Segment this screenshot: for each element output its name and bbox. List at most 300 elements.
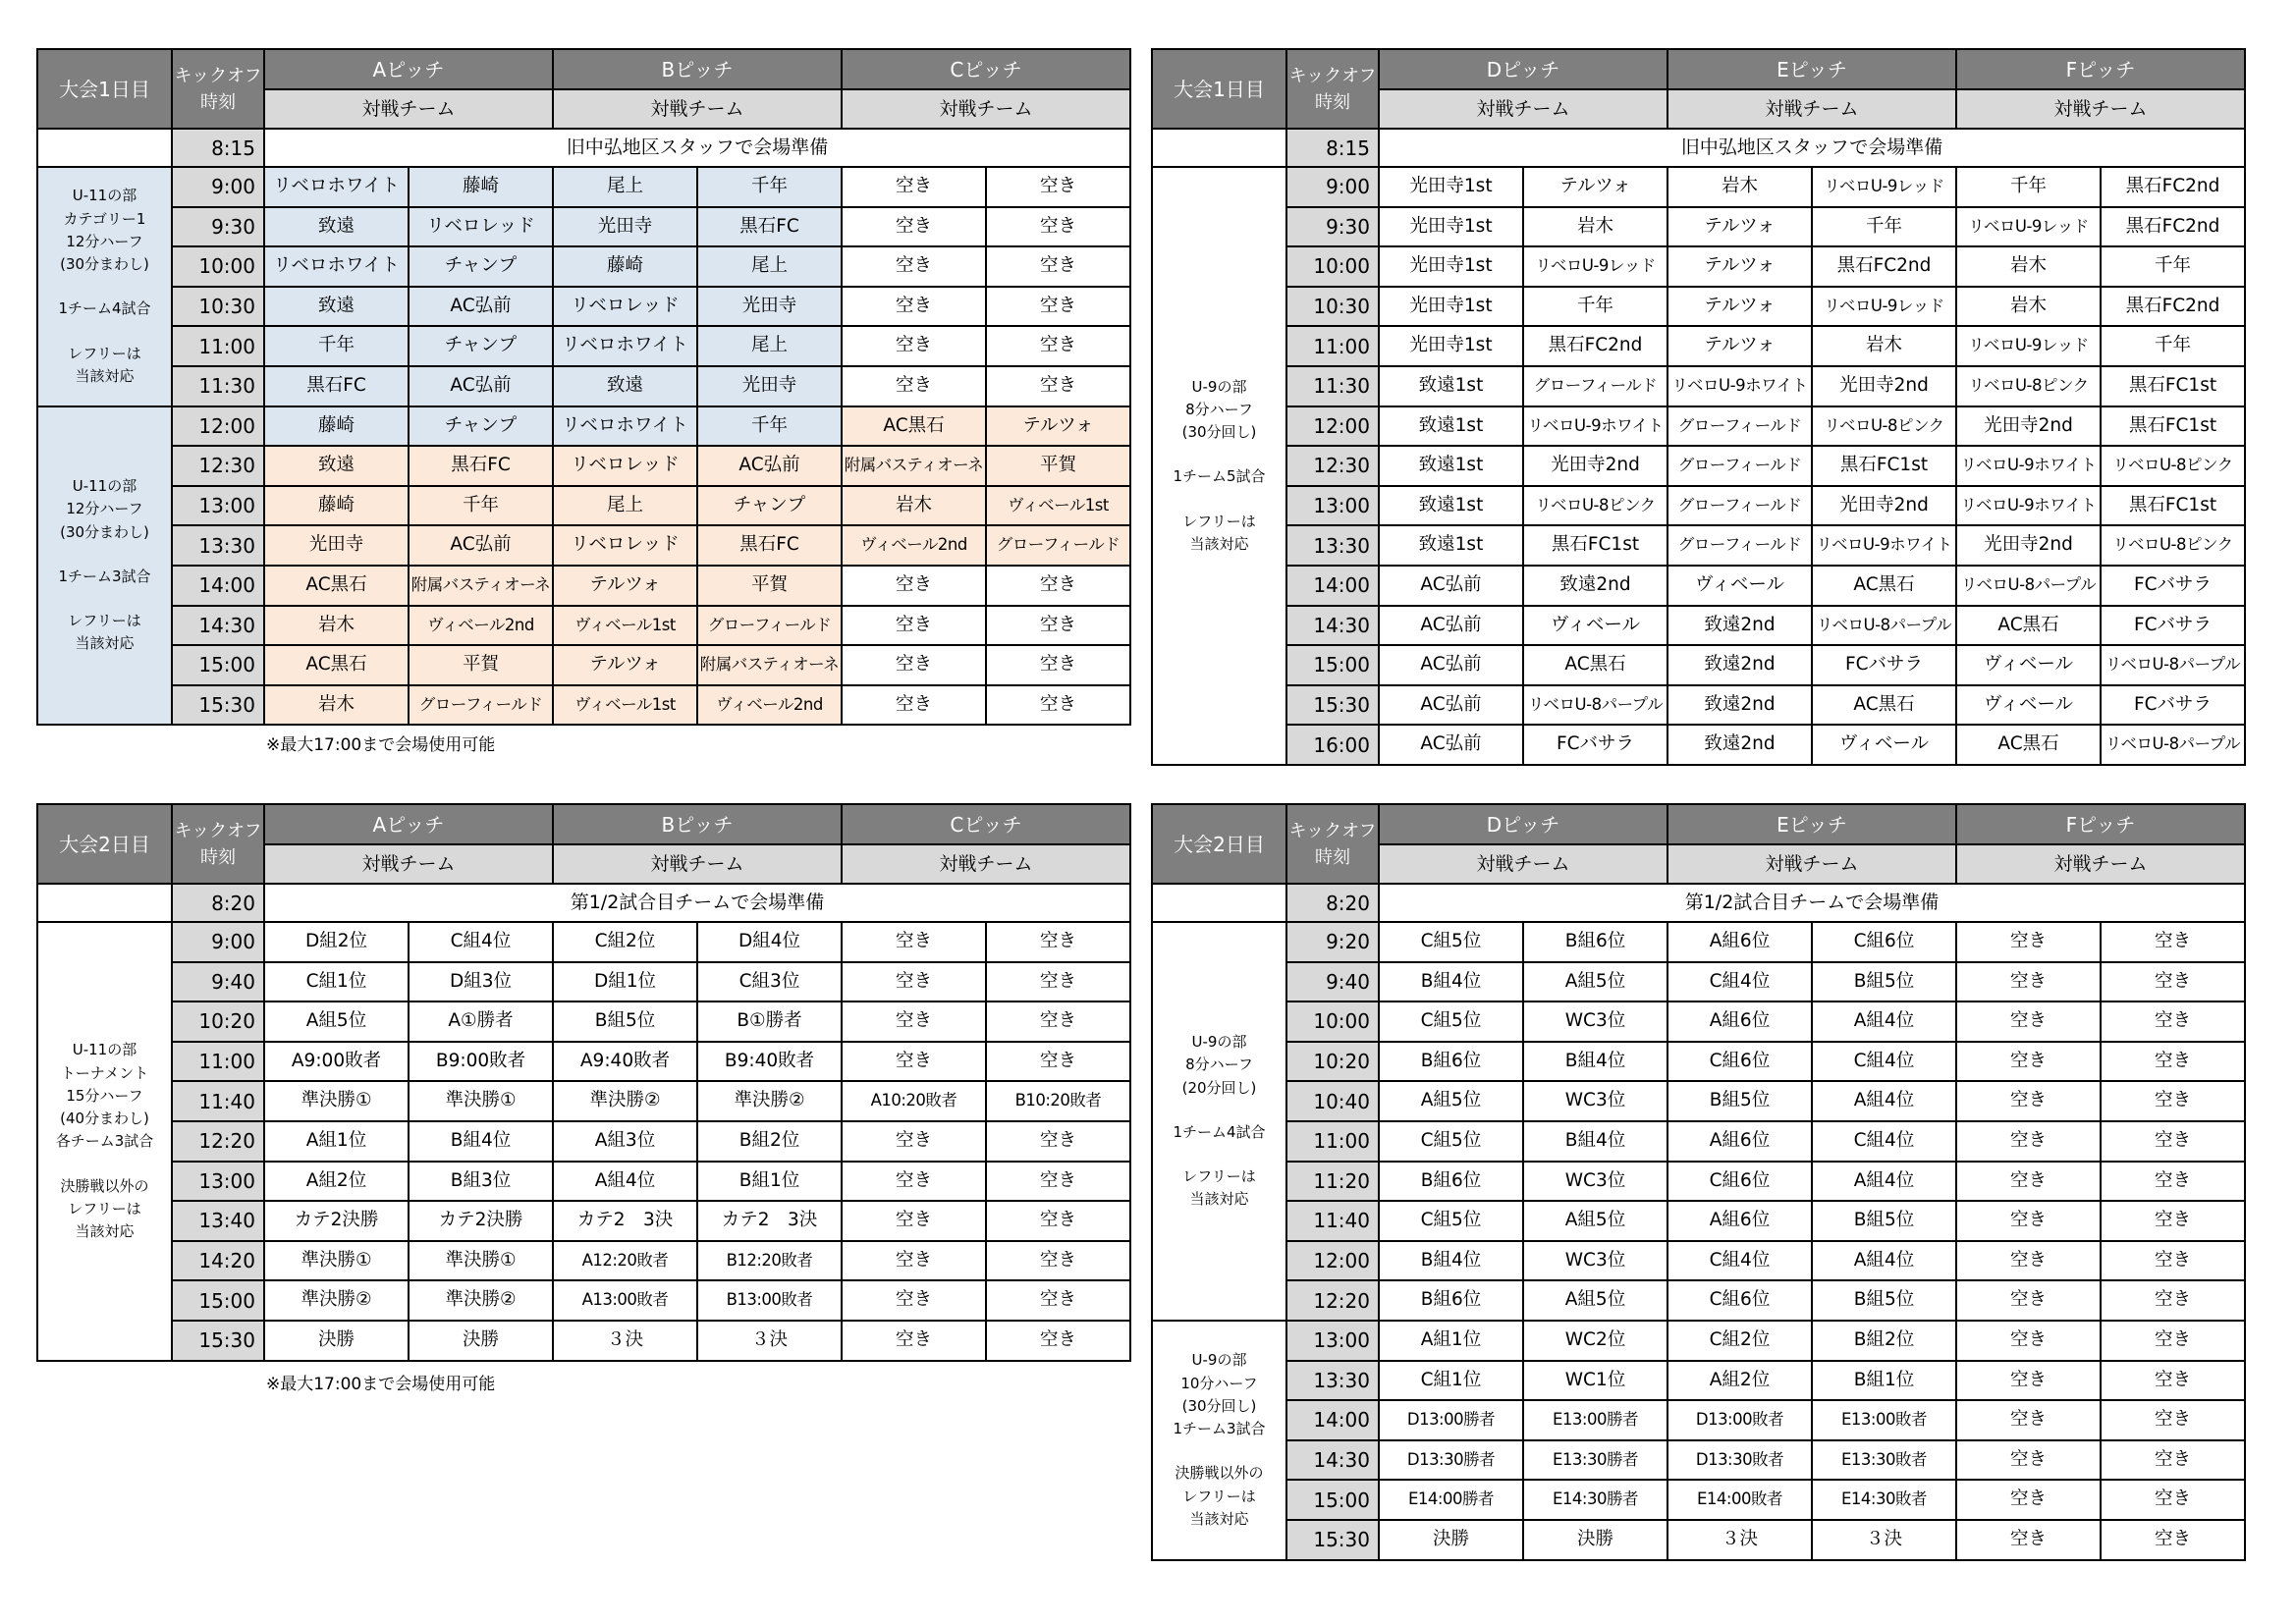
kickoff-time: 16:00 (1286, 725, 1379, 765)
match-team-cell: C組6位 (1667, 1042, 1812, 1082)
match-team-cell: 空き (986, 287, 1130, 327)
match-team-cell: リベロU-8ピンク (2101, 525, 2245, 566)
match-team-cell: A組2位 (1667, 1361, 1812, 1401)
match-team-cell: 空き (986, 1201, 1130, 1241)
match-team-cell: D組4位 (697, 922, 842, 962)
match-team-cell: 空き (986, 326, 1130, 366)
kickoff-time: 13:00 (1286, 486, 1379, 526)
category-line: トーナメント (60, 1063, 149, 1082)
kickoff-time: 12:00 (172, 406, 264, 447)
match-team-cell: 黒石FC1st (1523, 525, 1667, 566)
match-team-cell: C組4位 (409, 922, 553, 962)
match-team-cell: リベロU-8ピンク (2101, 446, 2245, 486)
category-info (37, 167, 172, 406)
match-team-cell: 致遠2nd (1667, 685, 1812, 726)
match-team-cell: 光田寺1st (1379, 287, 1523, 327)
category-line: 10分ハーフ (1180, 1374, 1258, 1392)
match-team-cell: C組5位 (1379, 922, 1523, 962)
category-line: U-11の部 (72, 1041, 137, 1059)
empty-cell (1152, 129, 1286, 167)
match-team-cell: A組4位 (553, 1162, 697, 1202)
match-team-cell: 岩木 (1523, 207, 1667, 247)
category-line: 12分ハーフ (66, 232, 143, 250)
match-team-cell: 空き (1956, 962, 2101, 1002)
kickoff-time: 13:00 (172, 486, 264, 526)
match-team-cell: ヴィベール1st (986, 486, 1130, 526)
match-team-cell: A組6位 (1667, 1001, 1812, 1042)
match-team-cell: WC3位 (1523, 1001, 1667, 1042)
match-team-cell: AC黒石 (264, 645, 409, 685)
kickoff-time: 15:00 (1286, 1480, 1379, 1520)
match-team-cell: 空き (842, 1201, 986, 1241)
match-team-cell: AC黒石 (1812, 566, 1956, 606)
match-team-cell: 光田寺2nd (1956, 406, 2101, 447)
match-team-cell: テルツォ (1523, 167, 1667, 207)
day-title: 大会2日目 (1152, 804, 1286, 884)
match-team-cell: 光田寺1st (1379, 167, 1523, 207)
match-team-cell: 空き (1956, 1400, 2101, 1440)
day2-ac-schedule (36, 803, 1131, 1362)
prep-note: 旧中弘地区スタッフで会場準備 (264, 129, 1130, 167)
match-team-cell: ヴィベール (1667, 566, 1812, 606)
kickoff-time: 13:00 (1286, 1321, 1379, 1361)
match-team-cell: B9:40敗者 (697, 1042, 842, 1082)
match-team-cell: 空き (986, 962, 1130, 1002)
match-team-cell: A組5位 (1523, 1280, 1667, 1321)
match-team-cell: B13:00敗者 (697, 1280, 842, 1321)
match-team-cell: E13:30勝者 (1523, 1440, 1667, 1481)
kickoff-time: 14:20 (172, 1241, 264, 1281)
match-team-cell: 空き (1956, 1440, 2101, 1481)
spacer (38, 1154, 171, 1175)
category-line: U-9の部 (1191, 377, 1247, 396)
match-team-cell: 尾上 (553, 486, 697, 526)
match-team-cell: 致遠 (264, 207, 409, 247)
kickoff-time: 10:00 (1286, 1001, 1379, 1042)
match-team-cell: リベロレッド (553, 287, 697, 327)
kickoff-time: 13:30 (1286, 1361, 1379, 1401)
match-team-cell: 空き (842, 326, 986, 366)
opponent-header: 対戦チーム (264, 844, 553, 884)
match-team-cell: 空き (842, 207, 986, 247)
match-team-cell: B10:20敗者 (986, 1081, 1130, 1121)
spacer (38, 588, 171, 610)
match-team-cell: 空き (1956, 1042, 2101, 1082)
category-line: (30分まわし) (60, 255, 149, 274)
pitch-header: Cピッチ (842, 804, 1130, 844)
match-team-cell: 空き (1956, 1081, 2101, 1121)
kickoff-time: 11:00 (1286, 326, 1379, 366)
match-team-cell: B①勝者 (697, 1001, 842, 1042)
match-team-cell: A組4位 (1812, 1001, 1956, 1042)
match-team-cell: リベロU-9ホワイト (1523, 406, 1667, 447)
match-team-cell: リベロU-8ピンク (1812, 406, 1956, 447)
match-team-cell: リベロU-8パープル (1523, 685, 1667, 726)
match-team-cell: E14:30勝者 (1523, 1480, 1667, 1520)
match-team-cell: カテ2 3決 (553, 1201, 697, 1241)
kickoff-time: 14:00 (1286, 566, 1379, 606)
kickoff-time: 11:30 (1286, 366, 1379, 406)
match-team-cell: チャンプ (409, 246, 553, 287)
kickoff-time: 13:30 (1286, 525, 1379, 566)
match-team-cell: 空き (1956, 1001, 2101, 1042)
kickoff-time: 13:30 (172, 525, 264, 566)
kickoff-time: 13:00 (172, 1162, 264, 1202)
match-team-cell: リベロホワイト (264, 246, 409, 287)
kickoff-time: 11:40 (1286, 1201, 1379, 1241)
match-team-cell: リベロホワイト (264, 167, 409, 207)
kickoff-time: 12:20 (172, 1121, 264, 1162)
match-team-cell: C組4位 (1812, 1121, 1956, 1162)
match-team-cell: B組6位 (1523, 922, 1667, 962)
prep-time: 8:15 (172, 129, 264, 167)
day2-df-schedule (1151, 803, 2246, 1561)
match-team-cell: グローフィールド (1523, 366, 1667, 406)
pitch-header: Fピッチ (1956, 804, 2245, 844)
match-team-cell: リベロU-8パープル (1812, 606, 1956, 646)
match-team-cell: 空き (2101, 1280, 2245, 1321)
kickoff-time: 12:00 (1286, 1241, 1379, 1281)
spacer (1153, 1144, 1285, 1165)
match-team-cell: 千年 (1956, 167, 2101, 207)
match-team-cell: 空き (842, 1321, 986, 1361)
match-team-cell: 空き (986, 606, 1130, 646)
match-team-cell: 光田寺1st (1379, 326, 1523, 366)
match-team-cell: 千年 (409, 486, 553, 526)
match-team-cell: AC弘前 (1379, 606, 1523, 646)
match-team-cell: 空き (1956, 922, 2101, 962)
match-team-cell: 空き (842, 366, 986, 406)
match-team-cell: ヴィベール (1812, 725, 1956, 765)
match-team-cell: リベロU-9レッド (1812, 287, 1956, 327)
match-team-cell: B組6位 (1379, 1280, 1523, 1321)
spacer (38, 276, 171, 298)
match-team-cell: 空き (1956, 1520, 2101, 1560)
match-team-cell: 黒石FC (409, 446, 553, 486)
match-team-cell: テルツォ (1667, 326, 1812, 366)
match-team-cell: 空き (842, 1162, 986, 1202)
match-team-cell: ヴィベール2nd (842, 525, 986, 566)
match-team-cell: 光田寺2nd (1523, 446, 1667, 486)
category-line: 当該対応 (75, 634, 135, 653)
category-line: 各チーム3試合 (55, 1132, 154, 1151)
match-team-cell: 黒石FC2nd (2101, 167, 2245, 207)
kickoff-time: 9:30 (1286, 207, 1379, 247)
pitch-header: Dピッチ (1379, 49, 1667, 89)
match-team-cell: 千年 (2101, 326, 2245, 366)
match-team-cell: B組5位 (1667, 1081, 1812, 1121)
match-team-cell: 附属バスティオーネ (409, 566, 553, 606)
match-team-cell: 準決勝① (264, 1241, 409, 1281)
match-team-cell: 平賀 (697, 566, 842, 606)
kickoff-time: 9:00 (172, 922, 264, 962)
match-team-cell: C組5位 (1379, 1121, 1523, 1162)
match-team-cell: FCバサラ (2101, 685, 2245, 726)
match-team-cell: A組4位 (1812, 1241, 1956, 1281)
match-team-cell: 準決勝① (409, 1081, 553, 1121)
match-team-cell: B組5位 (1812, 962, 1956, 1002)
match-team-cell: D組3位 (409, 962, 553, 1002)
match-team-cell: 尾上 (697, 326, 842, 366)
match-team-cell: ３決 (697, 1321, 842, 1361)
match-team-cell: ヴィベール (1956, 645, 2101, 685)
match-team-cell: リベロU-9レッド (1523, 246, 1667, 287)
opponent-header: 対戦チーム (1379, 844, 1667, 884)
pitch-header: Bピッチ (553, 49, 842, 89)
match-team-cell: 空き (2101, 1480, 2245, 1520)
match-team-cell: チャンプ (697, 486, 842, 526)
match-team-cell: ヴィベール (1956, 685, 2101, 726)
kickoff-time: 11:00 (172, 326, 264, 366)
category-line: 8分ハーフ (1185, 400, 1253, 418)
match-team-cell: D13:00勝者 (1379, 1400, 1523, 1440)
category-line: 1チーム4試合 (1173, 1122, 1266, 1141)
kickoff-time: 13:40 (172, 1201, 264, 1241)
kickoff-time: 11:00 (1286, 1121, 1379, 1162)
match-team-cell: ヴィベール2nd (409, 606, 553, 646)
category-line: 当該対応 (1189, 1190, 1249, 1209)
category-line: レフリーは (1182, 1167, 1256, 1186)
category-info (1152, 167, 1286, 765)
match-team-cell: FCバサラ (1812, 645, 1956, 685)
kickoff-time-label: 時刻 (200, 846, 236, 868)
match-team-cell: 空き (986, 207, 1130, 247)
match-team-cell: テルツォ (986, 406, 1130, 447)
kickoff-time: 14:30 (172, 606, 264, 646)
match-team-cell: 光田寺2nd (1812, 366, 1956, 406)
match-team-cell: FCバサラ (1523, 725, 1667, 765)
prep-time: 8:15 (1286, 129, 1379, 167)
kickoff-time: 10:20 (172, 1001, 264, 1042)
day2-note: ※最大17:00まで会場使用可能 (266, 1375, 496, 1394)
match-team-cell: A組6位 (1667, 922, 1812, 962)
match-team-cell: 空き (986, 685, 1130, 726)
spacer (1153, 489, 1285, 511)
prep-note: 第1/2試合目チームで会場準備 (1379, 884, 2245, 922)
match-team-cell: ヴィベール1st (553, 606, 697, 646)
match-team-cell: AC黒石 (1523, 645, 1667, 685)
category-info (37, 406, 172, 726)
match-team-cell: WC3位 (1523, 1081, 1667, 1121)
match-team-cell: A組6位 (1667, 1121, 1812, 1162)
kickoff-time: 9:00 (172, 167, 264, 207)
match-team-cell: 空き (842, 922, 986, 962)
match-team-cell: リベロレッド (409, 207, 553, 247)
match-team-cell: チャンプ (409, 406, 553, 447)
category-line: 当該対応 (75, 1222, 135, 1241)
match-team-cell: 空き (2101, 1042, 2245, 1082)
match-team-cell: 空き (2101, 1400, 2245, 1440)
match-team-cell: B組4位 (409, 1121, 553, 1162)
match-team-cell: D13:00敗者 (1667, 1400, 1812, 1440)
match-team-cell: 空き (842, 685, 986, 726)
match-team-cell: 岩木 (842, 486, 986, 526)
match-team-cell: 尾上 (553, 167, 697, 207)
match-team-cell: テルツォ (1667, 246, 1812, 287)
match-team-cell: AC黒石 (1812, 685, 1956, 726)
match-team-cell: カテ2決勝 (409, 1201, 553, 1241)
match-team-cell: リベロU-8パープル (1956, 566, 2101, 606)
match-team-cell: B組5位 (1812, 1201, 1956, 1241)
match-team-cell: 決勝 (409, 1321, 553, 1361)
match-team-cell: 致遠2nd (1667, 606, 1812, 646)
match-team-cell: 光田寺2nd (1812, 486, 1956, 526)
kickoff-time: 10:30 (172, 287, 264, 327)
match-team-cell: 黒石FC (697, 525, 842, 566)
match-team-cell: 岩木 (1812, 326, 1956, 366)
match-team-cell: 岩木 (264, 685, 409, 726)
match-team-cell: E13:00敗者 (1812, 1400, 1956, 1440)
match-team-cell: E14:30敗者 (1812, 1480, 1956, 1520)
match-team-cell: 空き (2101, 1162, 2245, 1202)
match-team-cell: 黒石FC1st (2101, 366, 2245, 406)
match-team-cell: 平賀 (409, 645, 553, 685)
match-team-cell: AC黒石 (842, 406, 986, 447)
match-team-cell: 空き (1956, 1121, 2101, 1162)
category-line: (30分回し) (1181, 1396, 1257, 1415)
match-team-cell: 空き (842, 1280, 986, 1321)
kickoff-time-label: 時刻 (200, 91, 236, 113)
match-team-cell: 空き (2101, 922, 2245, 962)
match-team-cell: A組4位 (1812, 1162, 1956, 1202)
kickoff-label: キックオフ (1288, 820, 1377, 841)
match-team-cell: リベロU-8ピンク (1523, 486, 1667, 526)
match-team-cell: ３決 (1667, 1520, 1812, 1560)
match-team-cell: B12:20敗者 (697, 1241, 842, 1281)
match-team-cell: 準決勝② (697, 1081, 842, 1121)
category-line: U-11の部 (72, 477, 137, 496)
kickoff-time: 10:00 (1286, 246, 1379, 287)
kickoff-header (1286, 804, 1379, 884)
pitch-header: Fピッチ (1956, 49, 2245, 89)
match-team-cell: リベロU-9レッド (1812, 167, 1956, 207)
match-team-cell: 黒石FC2nd (1812, 246, 1956, 287)
match-team-cell: 致遠2nd (1667, 725, 1812, 765)
match-team-cell: A13:00敗者 (553, 1280, 697, 1321)
match-team-cell: 空き (2101, 1440, 2245, 1481)
kickoff-time-label: 時刻 (1315, 91, 1350, 113)
match-team-cell: グローフィールド (986, 525, 1130, 566)
match-team-cell: ヴィベール2nd (697, 685, 842, 726)
match-team-cell: A12:20敗者 (553, 1241, 697, 1281)
match-team-cell: 空き (1956, 1201, 2101, 1241)
match-team-cell: リベロホワイト (553, 406, 697, 447)
opponent-header: 対戦チーム (842, 844, 1130, 884)
match-team-cell: 準決勝② (264, 1280, 409, 1321)
match-team-cell: A組5位 (1523, 1201, 1667, 1241)
match-team-cell: 空き (1956, 1241, 2101, 1281)
match-team-cell: C組4位 (1667, 962, 1812, 1002)
opponent-header: 対戦チーム (842, 89, 1130, 129)
kickoff-time-label: 時刻 (1315, 846, 1350, 868)
match-team-cell: AC弘前 (697, 446, 842, 486)
pitch-header: Dピッチ (1379, 804, 1667, 844)
kickoff-time: 12:20 (1286, 1280, 1379, 1321)
match-team-cell: リベロU-9ホワイト (1812, 525, 1956, 566)
match-team-cell: 致遠2nd (1667, 645, 1812, 685)
match-team-cell: 空き (1956, 1361, 2101, 1401)
kickoff-time: 12:00 (1286, 406, 1379, 447)
category-line: 8分ハーフ (1185, 1056, 1253, 1074)
match-team-cell: E13:30敗者 (1812, 1440, 1956, 1481)
match-team-cell: A①勝者 (409, 1001, 553, 1042)
kickoff-time: 15:30 (172, 685, 264, 726)
match-team-cell: E14:00敗者 (1667, 1480, 1812, 1520)
opponent-header: 対戦チーム (1667, 89, 1956, 129)
match-team-cell: B組1位 (1812, 1361, 1956, 1401)
match-team-cell: 光田寺2nd (1956, 525, 2101, 566)
match-team-cell: 空き (986, 1321, 1130, 1361)
match-team-cell: A組1位 (264, 1121, 409, 1162)
match-team-cell: D組1位 (553, 962, 697, 1002)
match-team-cell: 光田寺 (264, 525, 409, 566)
match-team-cell: リベロU-8ピンク (1956, 366, 2101, 406)
category-line: 1チーム3試合 (1173, 1420, 1266, 1438)
kickoff-time: 15:30 (1286, 1520, 1379, 1560)
kickoff-label: キックオフ (1288, 65, 1377, 86)
match-team-cell: 空き (986, 566, 1130, 606)
match-team-cell: 岩木 (1956, 287, 2101, 327)
category-line: レフリーは (68, 612, 141, 630)
kickoff-time: 14:00 (1286, 1400, 1379, 1440)
kickoff-time: 10:20 (1286, 1042, 1379, 1082)
match-team-cell: リベロレッド (553, 525, 697, 566)
match-team-cell: 黒石FC1st (2101, 486, 2245, 526)
match-team-cell: A組5位 (264, 1001, 409, 1042)
match-team-cell: B9:00敗者 (409, 1042, 553, 1082)
category-line: レフリーは (1182, 1487, 1256, 1505)
match-team-cell: 空き (986, 1162, 1130, 1202)
match-team-cell: 空き (986, 645, 1130, 685)
match-team-cell: リベロU-8パープル (2101, 725, 2245, 765)
match-team-cell: 空き (2101, 1361, 2245, 1401)
match-team-cell: B組1位 (697, 1162, 842, 1202)
kickoff-header (1286, 49, 1379, 129)
match-team-cell: 黒石FC (697, 207, 842, 247)
match-team-cell: B組4位 (1523, 1121, 1667, 1162)
match-team-cell: リベロU-9ホワイト (1956, 446, 2101, 486)
match-team-cell: AC黒石 (1956, 725, 2101, 765)
kickoff-time: 9:30 (172, 207, 264, 247)
match-team-cell: C組2位 (553, 922, 697, 962)
match-team-cell: D13:30敗者 (1667, 1440, 1812, 1481)
match-team-cell: B組4位 (1379, 962, 1523, 1002)
match-team-cell: ヴィベール1st (553, 685, 697, 726)
match-team-cell: 黒石FC (264, 366, 409, 406)
match-team-cell: 空き (986, 246, 1130, 287)
match-team-cell: 黒石FC1st (2101, 406, 2245, 447)
match-team-cell: WC1位 (1523, 1361, 1667, 1401)
opponent-header: 対戦チーム (1956, 844, 2245, 884)
match-team-cell: 致遠2nd (1523, 566, 1667, 606)
day1-df-schedule (1151, 48, 2246, 766)
match-team-cell: A10:20敗者 (842, 1081, 986, 1121)
match-team-cell: B組6位 (1379, 1162, 1523, 1202)
match-team-cell: C組4位 (1812, 1042, 1956, 1082)
match-team-cell: B組4位 (1523, 1042, 1667, 1082)
kickoff-time: 11:20 (1286, 1162, 1379, 1202)
match-team-cell: 千年 (264, 326, 409, 366)
category-line: 1チーム5試合 (1173, 467, 1266, 486)
match-team-cell: ３決 (553, 1321, 697, 1361)
match-team-cell: グローフィールド (1667, 446, 1812, 486)
pitch-header: Bピッチ (553, 804, 842, 844)
prep-time: 8:20 (1286, 884, 1379, 922)
match-team-cell: 致遠1st (1379, 486, 1523, 526)
kickoff-time: 14:00 (172, 566, 264, 606)
match-team-cell: 黒石FC1st (1812, 446, 1956, 486)
match-team-cell: 空き (842, 1121, 986, 1162)
